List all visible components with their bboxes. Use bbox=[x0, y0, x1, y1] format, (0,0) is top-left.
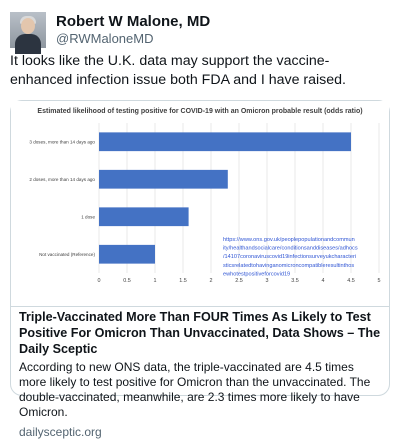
chart-annotation bbox=[223, 237, 358, 277]
author-display-name[interactable]: Robert W Malone, MD bbox=[56, 13, 211, 30]
x-tick-label: 4 bbox=[321, 278, 325, 284]
link-card[interactable] bbox=[10, 100, 390, 439]
avatar[interactable] bbox=[10, 12, 46, 48]
x-tick-label: 3 bbox=[265, 278, 269, 284]
bar bbox=[99, 132, 351, 151]
odds-ratio-chart bbox=[11, 101, 389, 307]
chart-bars bbox=[99, 132, 351, 263]
card-body bbox=[19, 309, 381, 440]
x-tick-label: 0.5 bbox=[123, 278, 131, 284]
x-tick-label: 1.5 bbox=[179, 278, 187, 284]
annotation-url-line: ity/healthandsocialcare/conditionsanddiseases/adhocs bbox=[223, 245, 358, 252]
tweet-text: It looks like the U.K. data may support the vaccine-enhanced infection issue both FDA and I have raised. bbox=[10, 53, 346, 88]
chart-category-labels bbox=[29, 139, 95, 257]
bar bbox=[99, 245, 155, 264]
x-tick-label: 1 bbox=[153, 278, 157, 284]
annotation-url-line: https://www.ons.gov.uk/peoplepopulationandcommun bbox=[223, 237, 355, 243]
card-image bbox=[11, 101, 389, 307]
author-handle[interactable]: @RWMaloneMD bbox=[56, 31, 154, 46]
x-tick-label: 3.5 bbox=[291, 278, 299, 284]
bar bbox=[99, 207, 189, 226]
tweet-header bbox=[10, 10, 210, 50]
author-names bbox=[56, 13, 210, 47]
category-label: Not vaccinated (Reference) bbox=[39, 251, 95, 257]
x-tick-label: 2 bbox=[209, 278, 213, 284]
x-tick-label: 2.5 bbox=[235, 278, 243, 284]
x-tick-label: 4.5 bbox=[347, 278, 355, 284]
x-tick-label: 5 bbox=[377, 278, 381, 284]
annotation-url-line: ewhotestpositiveforcovid19 bbox=[223, 271, 291, 278]
card-title[interactable]: Triple-Vaccinated More Than FOUR Times As Likely to Test Positive For Omicron Than Unvaccinated, Data Shows – The Daily Sceptic bbox=[19, 310, 381, 356]
card-domain[interactable]: dailysceptic.org bbox=[19, 425, 102, 439]
category-label: 2 doses, more than 14 days ago bbox=[29, 176, 95, 182]
chart-tick-labels bbox=[98, 278, 381, 284]
category-label: 3 doses, more than 14 days ago bbox=[29, 139, 95, 145]
bar bbox=[99, 170, 228, 189]
card-description: According to new ONS data, the triple-vaccinated are 4.5 times more likely to test positive for Omicron than the unvaccinated. The double-vaccinated, meanwhile, are 2.3 times more likely to have Omicron. bbox=[19, 360, 371, 419]
annotation-url-line: sticsrelatedtohavinganomicroncompatibleresultinthos bbox=[223, 262, 355, 269]
chart-title: Estimated likelihood of testing positive for COVID-19 with an Omicron probable result (odds ratio) bbox=[37, 108, 363, 115]
x-tick-label: 0 bbox=[97, 278, 101, 284]
annotation-url-line: /14107coronaviruscovid19infectionsurveyukcharacteri bbox=[223, 254, 357, 261]
category-label: 1 dose bbox=[81, 214, 95, 220]
